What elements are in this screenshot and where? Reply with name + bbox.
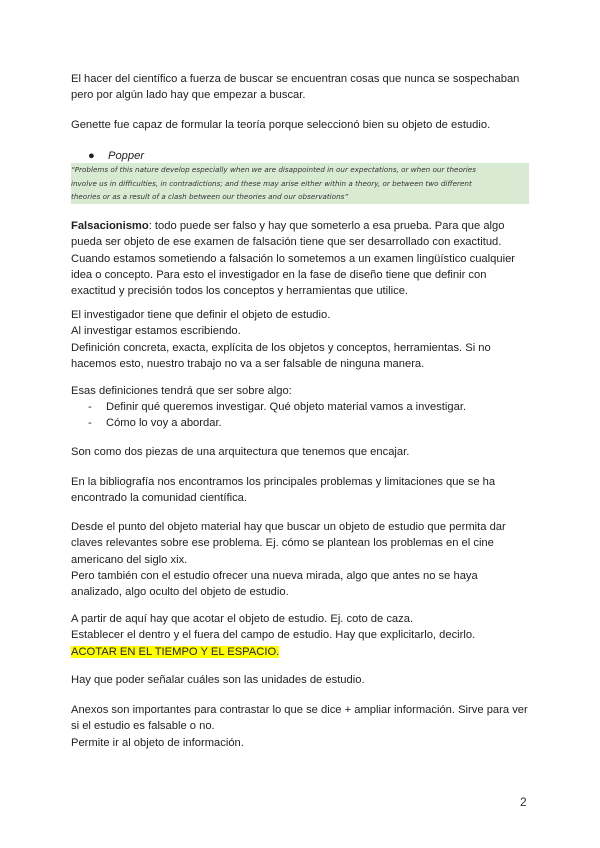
text-line: si el estudio es falsable o no.	[71, 720, 215, 733]
text-line: Al investigar estamos escribiendo.	[71, 325, 241, 338]
list-item	[88, 415, 528, 431]
page-number: 2	[520, 795, 527, 809]
paragraph-genette: Genette fue capaz de formular la teoría porque seleccionó bien su objeto de estudio.	[71, 119, 491, 131]
bullet-label: Popper	[108, 150, 145, 162]
text-line: Cuando estamos sometiendo a falsación lo sometemos a un examen lingüístico cualquier	[71, 252, 516, 265]
paragraph-definiciones: Esas definiciones tendrá que ser sobre algo:	[71, 385, 292, 397]
text-line: americano del siglo xix.	[71, 553, 188, 566]
paragraph-unidades: Hay que poder señalar cuáles son las unidades de estudio.	[71, 674, 365, 686]
text-line: Definición concreta, exacta, explícita de los objetos y conceptos, herramientas. Si no	[71, 341, 491, 354]
text-line: pueda ser objeto de ese examen de falsación tiene que ser desarrollado con exactitud.	[71, 236, 502, 249]
highlighted-text: ACOTAR EN EL TIEMPO Y EL ESPACIO.	[71, 645, 280, 658]
dash-bullet-icon: -	[88, 401, 92, 413]
text-line: analizado, algo oculto del objeto de estudio.	[71, 586, 289, 599]
paragraph-anexos	[71, 702, 529, 751]
dash-list	[88, 399, 528, 432]
bullet-dot-icon: ●	[88, 150, 95, 162]
list-item	[88, 399, 528, 415]
quote-line: theories or as a result of a clash between our theories and our observations”	[71, 192, 349, 201]
text-line: El hacer del científico a fuerza de buscar se encuentran cosas que nunca se sospechaban	[71, 73, 520, 85]
text-line: El investigador tiene que definir el objeto de estudio.	[71, 309, 331, 321]
paragraph-intro	[71, 71, 529, 104]
paragraph-acotar	[71, 611, 529, 660]
text-line: Desde el punto del objeto material hay que buscar un objeto de estudio que permita dar	[71, 521, 506, 533]
paragraph-arquitectura: Son como dos piezas de una arquitectura que tenemos que encajar.	[71, 446, 410, 458]
text-line: Pero también con el estudio ofrecer una nueva mirada, algo que antes no se haya	[71, 569, 478, 582]
text-line: En la bibliografía nos encontramos los principales problemas y limitaciones que se ha	[71, 476, 496, 488]
list-item-text: Definir qué queremos investigar. Qué objeto material vamos a investigar.	[106, 401, 467, 413]
bullet-popper	[88, 148, 144, 164]
text-line: idea o concepto. Para esto el investigador en la fase de diseño tiene que definir con	[71, 268, 487, 281]
popper-quote	[71, 163, 529, 204]
text-line: Anexos son importantes para contrastar lo que se dice + ampliar información. Sirve para ver	[71, 704, 528, 716]
text-line: A partir de aquí hay que acotar el objeto de estudio. Ej. coto de caza.	[71, 613, 414, 625]
text-line: hacemos esto, nuestro trabajo no va a ser falsable de ninguna manera.	[71, 357, 425, 370]
paragraph-objeto-material	[71, 519, 529, 600]
quote-line: involve us in difficulties, in contradictions; and these may arise either within a theory, or between two different	[71, 178, 472, 188]
list-item-text: Cómo lo voy a abordar.	[106, 417, 222, 430]
text-line: encontrado la comunidad científica.	[71, 492, 248, 505]
text-line: exactitud y precisión todos los conceptos y herramientas que utilice.	[71, 285, 409, 298]
term-definition: : todo puede ser falso y hay que someterlo a esa prueba. Para que algo	[148, 220, 505, 232]
text-line: pero por algún lado hay que empezar a buscar.	[71, 89, 306, 102]
paragraph-definir-objeto	[71, 307, 529, 372]
text-line: Permite ir al objeto de información.	[71, 736, 244, 749]
paragraph-falsacionismo	[71, 218, 529, 299]
paragraph-bibliografia	[71, 474, 529, 507]
quote-line: “Problems of this nature develop especially when we are disappointed in our expectations, or when our theories	[71, 165, 476, 174]
text-line	[71, 644, 529, 660]
text-line	[71, 218, 529, 234]
term-falsacionismo: Falsacionismo	[71, 220, 149, 232]
text-line: claves relevantes sobre ese problema. Ej. cómo se plantean los problemas en el cine	[71, 537, 494, 550]
text-line: Establecer el dentro y el fuera del campo de estudio. Hay que explicitarlo, decirlo.	[71, 629, 476, 642]
dash-bullet-icon: -	[88, 417, 92, 430]
